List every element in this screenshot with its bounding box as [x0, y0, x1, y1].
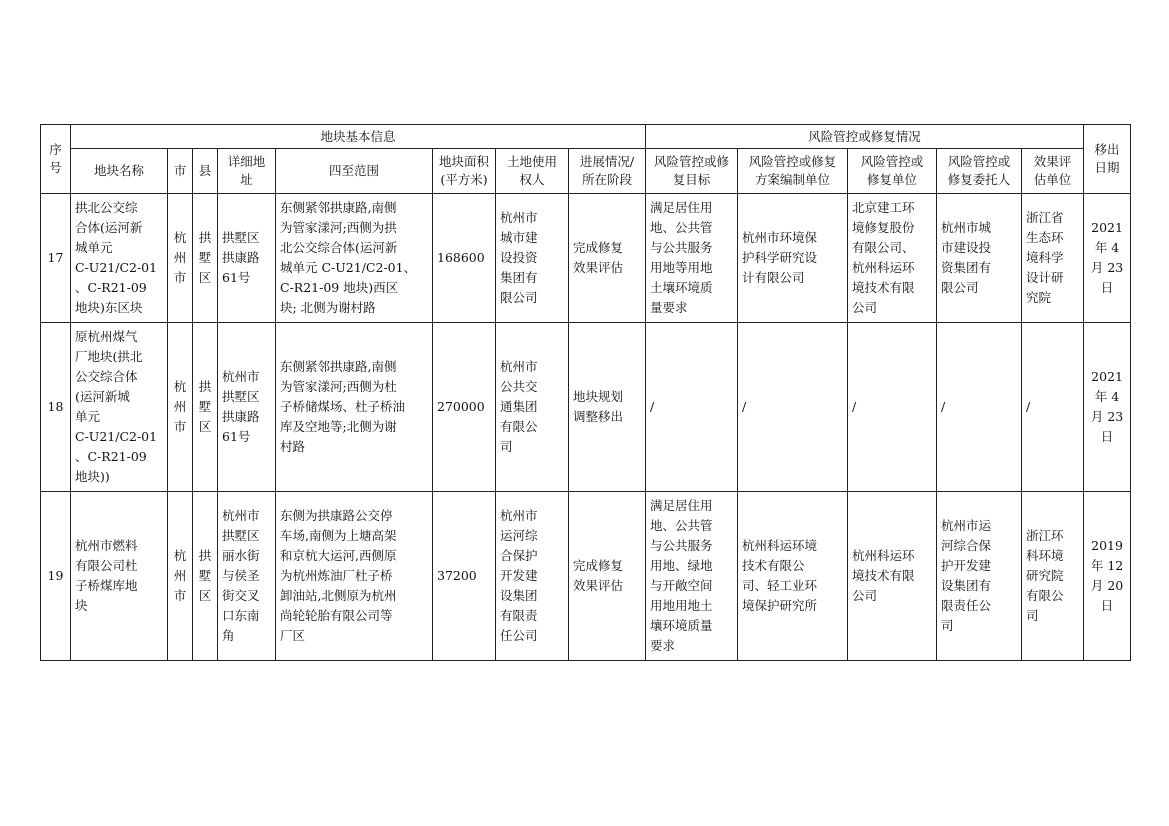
header-risk-control-group: 风险管控或修复情况: [646, 125, 1084, 149]
table-row: [41, 323, 1131, 492]
header-boundary: 四至范围: [276, 149, 433, 194]
cell-county: 拱 墅 区: [193, 323, 218, 492]
cell-removal-date: 2019 年 12 月 20 日: [1084, 492, 1131, 661]
header-address: 详细地 址: [218, 149, 276, 194]
cell-plan-unit: /: [738, 323, 848, 492]
cell-city: 杭 州 市: [168, 323, 193, 492]
header-plot-name: 地块名称: [71, 149, 168, 194]
cell-client: /: [937, 323, 1022, 492]
cell-client: 杭州市城 市建设投 资集团有 限公司: [937, 194, 1022, 323]
cell-county: 拱 墅 区: [193, 492, 218, 661]
table-row: [41, 492, 1131, 661]
cell-land-owner: 杭州市 城市建 设投资 集团有 限公司: [496, 194, 569, 323]
cell-address: 拱墅区 拱康路 61号: [218, 194, 276, 323]
header-target: 风险管控或修 复目标: [646, 149, 738, 194]
plot-list-table: [40, 124, 1131, 661]
cell-repair-unit: /: [848, 323, 937, 492]
cell-boundary: 东侧紧邻拱康路,南侧 为管家漾河;西侧为杜 子桥储煤场、杜子桥油 库及空地等;北侧为谢 村路: [276, 323, 433, 492]
cell-land-owner: 杭州市 公共交 通集团 有限公 司: [496, 323, 569, 492]
cell-area: 168600: [433, 194, 496, 323]
cell-client: 杭州市运 河综合保 护开发建 设集团有 限责任公 司: [937, 492, 1022, 661]
cell-city: 杭 州 市: [168, 492, 193, 661]
header-progress: 进展情况/ 所在阶段: [569, 149, 646, 194]
cell-target: 满足居住用 地、公共管 与公共服务 用地等用地 土壤环境质 量要求: [646, 194, 738, 323]
cell-boundary: 东侧紧邻拱康路,南侧 为管家漾河;西侧为拱 北公交综合体(运河新 城单元 C-U21/C2-01、 C-R21-09 地块)西区 块; 北侧为谢村路: [276, 194, 433, 323]
header-basic-info-group: 地块基本信息: [71, 125, 646, 149]
cell-repair-unit: 北京建工环 境修复股份 有限公司、 杭州科运环 境技术有限 公司: [848, 194, 937, 323]
cell-index: 18: [41, 323, 71, 492]
cell-progress: 地块规划 调整移出: [569, 323, 646, 492]
cell-progress: 完成修复 效果评估: [569, 194, 646, 323]
header-eval-unit: 效果评 估单位: [1022, 149, 1084, 194]
cell-index: 19: [41, 492, 71, 661]
cell-eval-unit: /: [1022, 323, 1084, 492]
cell-target: /: [646, 323, 738, 492]
header-repair-unit: 风险管控或 修复单位: [848, 149, 937, 194]
header-client: 风险管控或 修复委托人: [937, 149, 1022, 194]
cell-removal-date: 2021 年 4 月 23 日: [1084, 194, 1131, 323]
cell-progress: 完成修复 效果评估: [569, 492, 646, 661]
cell-repair-unit: 杭州科运环 境技术有限 公司: [848, 492, 937, 661]
header-city: 市: [168, 149, 193, 194]
header-land-owner: 土地使用 权人: [496, 149, 569, 194]
cell-area: 270000: [433, 323, 496, 492]
cell-address: 杭州市 拱墅区 拱康路 61号: [218, 323, 276, 492]
cell-removal-date: 2021 年 4 月 23 日: [1084, 323, 1131, 492]
cell-plot-name: 拱北公交综 合体(运河新 城单元 C-U21/C2-01 、C-R21-09 地块)东区块: [71, 194, 168, 323]
cell-plan-unit: 杭州市环境保 护科学研究设 计有限公司: [738, 194, 848, 323]
cell-county: 拱 墅 区: [193, 194, 218, 323]
table-row: [41, 194, 1131, 323]
cell-eval-unit: 浙江环 科环境 研究院 有限公 司: [1022, 492, 1084, 661]
cell-plot-name: 杭州市燃料 有限公司杜 子桥煤库地 块: [71, 492, 168, 661]
cell-plot-name: 原杭州煤气 厂地块(拱北 公交综合体 (运河新城 单元 C-U21/C2-01 、C-R21-09 地块)): [71, 323, 168, 492]
header-index: 序 号: [41, 125, 71, 194]
cell-address: 杭州市 拱墅区 丽水街 与侯圣 街交叉 口东南 角: [218, 492, 276, 661]
header-area: 地块面积 (平方米): [433, 149, 496, 194]
cell-plan-unit: 杭州科运环境 技术有限公 司、轻工业环 境保护研究所: [738, 492, 848, 661]
cell-city: 杭 州 市: [168, 194, 193, 323]
cell-area: 37200: [433, 492, 496, 661]
cell-boundary: 东侧为拱康路公交停 车场,南侧为上塘高架 和京杭大运河,西侧原 为杭州炼油厂杜子桥 卸油站,北侧原为杭州 尚轮轮胎有限公司等 厂区: [276, 492, 433, 661]
header-removal-date: 移出 日期: [1084, 125, 1131, 194]
cell-eval-unit: 浙江省 生态环 境科学 设计研 究院: [1022, 194, 1084, 323]
header-county: 县: [193, 149, 218, 194]
cell-target: 满足居住用 地、公共管 与公共服务 用地、绿地 与开敞空间 用地用地土 壤环境质量 要求: [646, 492, 738, 661]
header-plan-unit: 风险管控或修复 方案编制单位: [738, 149, 848, 194]
cell-land-owner: 杭州市 运河综 合保护 开发建 设集团 有限责 任公司: [496, 492, 569, 661]
cell-index: 17: [41, 194, 71, 323]
